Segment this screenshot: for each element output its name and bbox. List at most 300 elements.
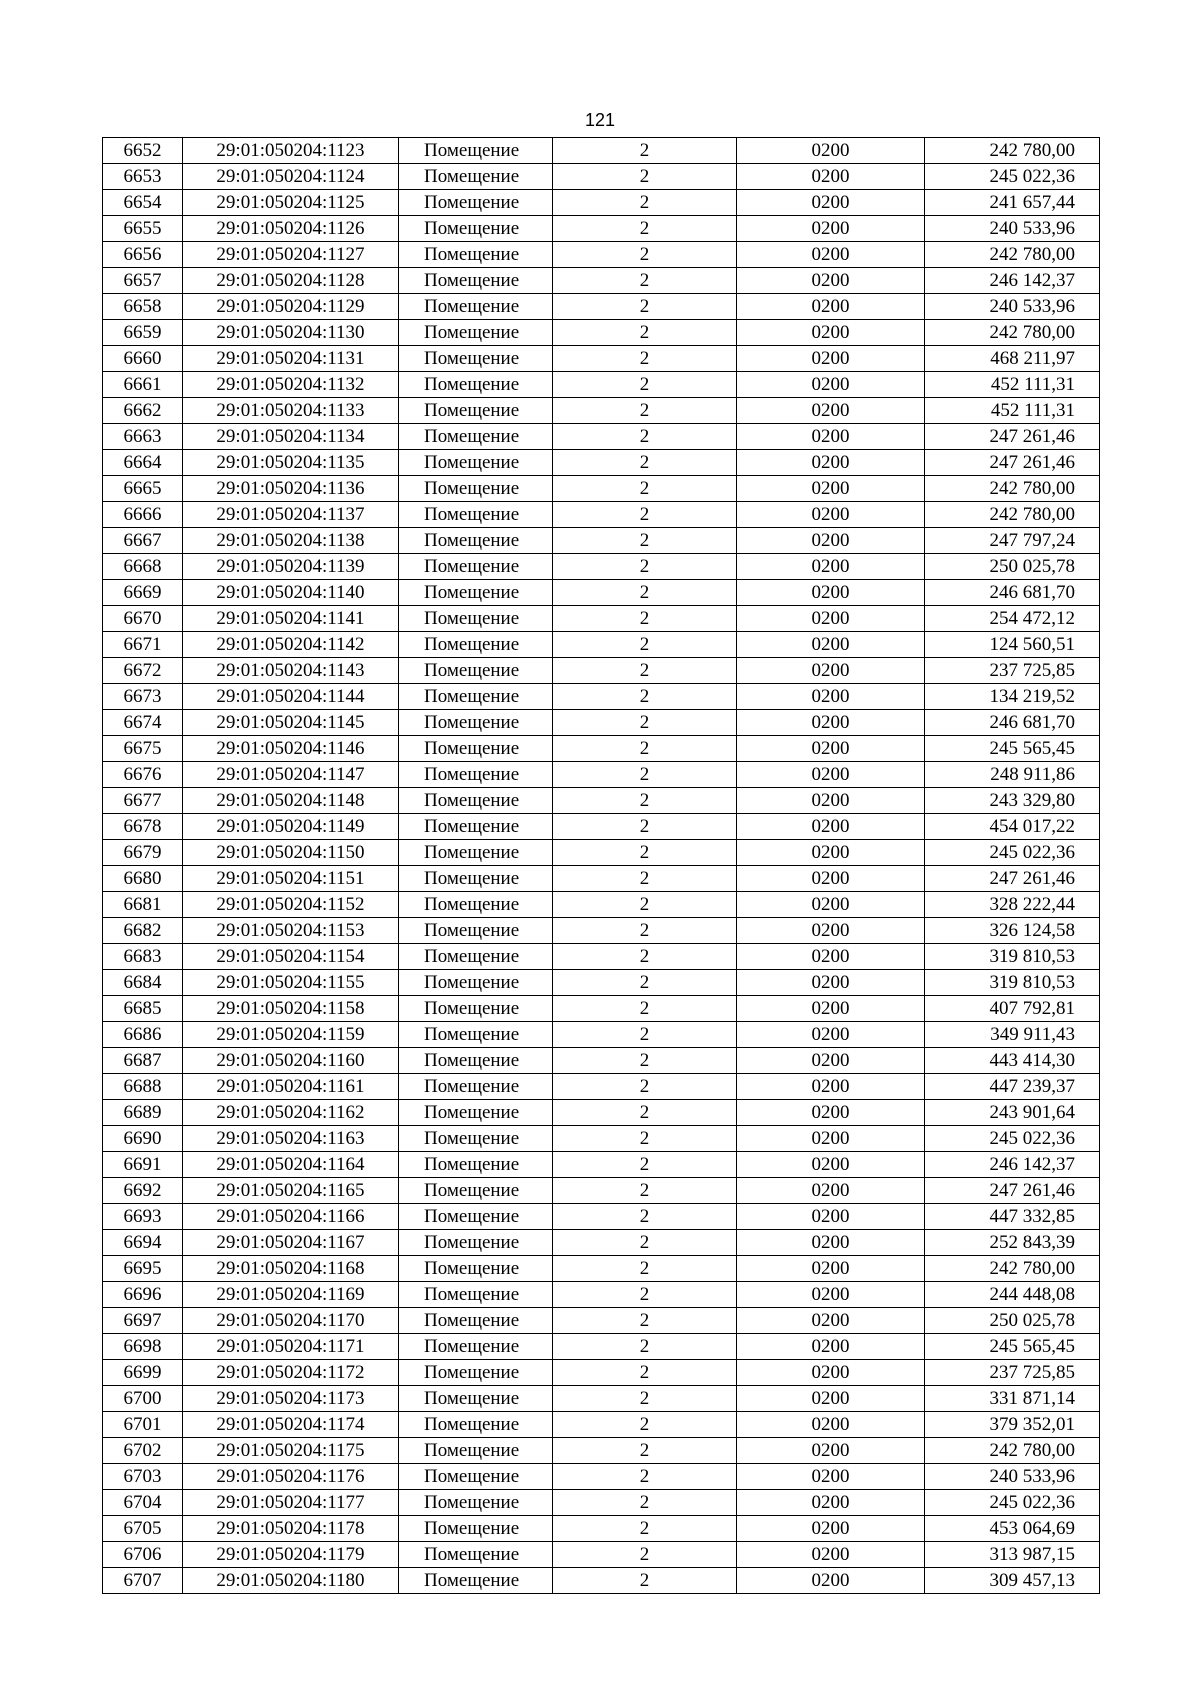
cadastral-value-cell: 242 780,00: [925, 476, 1100, 502]
row-number-cell: 6698: [103, 1334, 183, 1360]
row-number-cell: 6694: [103, 1230, 183, 1256]
cadastral-number-cell: 29:01:050204:1126: [183, 216, 399, 242]
cadastral-number-cell: 29:01:050204:1166: [183, 1204, 399, 1230]
row-number-cell: 6658: [103, 294, 183, 320]
table-row: [103, 1438, 1100, 1464]
group-code-cell: 0200: [737, 970, 925, 996]
cadastral-value-cell: 245 022,36: [925, 840, 1100, 866]
cadastral-value-cell: 240 533,96: [925, 294, 1100, 320]
registry-table-body: [103, 138, 1100, 1594]
code-cell: 2: [553, 528, 737, 554]
table-row: [103, 1282, 1100, 1308]
table-row: [103, 866, 1100, 892]
cadastral-value-cell: 452 111,31: [925, 372, 1100, 398]
cadastral-value-cell: 248 911,86: [925, 762, 1100, 788]
cadastral-number-cell: 29:01:050204:1151: [183, 866, 399, 892]
group-code-cell: 0200: [737, 190, 925, 216]
table-row: [103, 528, 1100, 554]
group-code-cell: 0200: [737, 606, 925, 632]
code-cell: 2: [553, 1438, 737, 1464]
code-cell: 2: [553, 1152, 737, 1178]
object-type-cell: Помещение: [399, 1282, 553, 1308]
row-number-cell: 6668: [103, 554, 183, 580]
code-cell: 2: [553, 1126, 737, 1152]
group-code-cell: 0200: [737, 1230, 925, 1256]
cadastral-value-cell: 447 239,37: [925, 1074, 1100, 1100]
object-type-cell: Помещение: [399, 1438, 553, 1464]
table-row: [103, 190, 1100, 216]
table-row: [103, 1100, 1100, 1126]
cadastral-value-cell: 124 560,51: [925, 632, 1100, 658]
cadastral-number-cell: 29:01:050204:1148: [183, 788, 399, 814]
cadastral-number-cell: 29:01:050204:1129: [183, 294, 399, 320]
cadastral-number-cell: 29:01:050204:1175: [183, 1438, 399, 1464]
cadastral-value-cell: 443 414,30: [925, 1048, 1100, 1074]
cadastral-value-cell: 237 725,85: [925, 658, 1100, 684]
code-cell: 2: [553, 970, 737, 996]
object-type-cell: Помещение: [399, 424, 553, 450]
cadastral-number-cell: 29:01:050204:1171: [183, 1334, 399, 1360]
table-row: [103, 294, 1100, 320]
object-type-cell: Помещение: [399, 1516, 553, 1542]
table-row: [103, 1464, 1100, 1490]
code-cell: 2: [553, 1100, 737, 1126]
row-number-cell: 6666: [103, 502, 183, 528]
table-row: [103, 268, 1100, 294]
group-code-cell: 0200: [737, 1048, 925, 1074]
cadastral-value-cell: 245 022,36: [925, 164, 1100, 190]
cadastral-value-cell: 240 533,96: [925, 1464, 1100, 1490]
code-cell: 2: [553, 606, 737, 632]
code-cell: 2: [553, 398, 737, 424]
code-cell: 2: [553, 1490, 737, 1516]
cadastral-value-cell: 242 780,00: [925, 1256, 1100, 1282]
cadastral-number-cell: 29:01:050204:1150: [183, 840, 399, 866]
cadastral-value-cell: 254 472,12: [925, 606, 1100, 632]
table-row: [103, 1022, 1100, 1048]
row-number-cell: 6665: [103, 476, 183, 502]
table-row: [103, 164, 1100, 190]
row-number-cell: 6681: [103, 892, 183, 918]
table-row: [103, 684, 1100, 710]
cadastral-number-cell: 29:01:050204:1143: [183, 658, 399, 684]
object-type-cell: Помещение: [399, 762, 553, 788]
code-cell: 2: [553, 138, 737, 164]
cadastral-value-cell: 407 792,81: [925, 996, 1100, 1022]
object-type-cell: Помещение: [399, 1048, 553, 1074]
group-code-cell: 0200: [737, 1256, 925, 1282]
cadastral-number-cell: 29:01:050204:1128: [183, 268, 399, 294]
cadastral-number-cell: 29:01:050204:1135: [183, 450, 399, 476]
row-number-cell: 6693: [103, 1204, 183, 1230]
code-cell: 2: [553, 944, 737, 970]
code-cell: 2: [553, 424, 737, 450]
table-row: [103, 242, 1100, 268]
object-type-cell: Помещение: [399, 398, 553, 424]
group-code-cell: 0200: [737, 398, 925, 424]
cadastral-value-cell: 447 332,85: [925, 1204, 1100, 1230]
cadastral-value-cell: 244 448,08: [925, 1282, 1100, 1308]
row-number-cell: 6689: [103, 1100, 183, 1126]
table-row: [103, 1360, 1100, 1386]
group-code-cell: 0200: [737, 372, 925, 398]
group-code-cell: 0200: [737, 1178, 925, 1204]
cadastral-value-cell: 246 681,70: [925, 580, 1100, 606]
code-cell: 2: [553, 632, 737, 658]
table-row: [103, 1334, 1100, 1360]
table-row: [103, 606, 1100, 632]
row-number-cell: 6653: [103, 164, 183, 190]
object-type-cell: Помещение: [399, 710, 553, 736]
cadastral-number-cell: 29:01:050204:1140: [183, 580, 399, 606]
row-number-cell: 6671: [103, 632, 183, 658]
group-code-cell: 0200: [737, 944, 925, 970]
cadastral-value-cell: 309 457,13: [925, 1568, 1100, 1594]
object-type-cell: Помещение: [399, 814, 553, 840]
group-code-cell: 0200: [737, 268, 925, 294]
row-number-cell: 6657: [103, 268, 183, 294]
row-number-cell: 6656: [103, 242, 183, 268]
table-row: [103, 1204, 1100, 1230]
code-cell: 2: [553, 580, 737, 606]
row-number-cell: 6683: [103, 944, 183, 970]
table-row: [103, 1516, 1100, 1542]
object-type-cell: Помещение: [399, 138, 553, 164]
registry-table: [102, 137, 1100, 1594]
table-row: [103, 1178, 1100, 1204]
page-number: 121: [584, 110, 616, 130]
cadastral-number-cell: 29:01:050204:1139: [183, 554, 399, 580]
cadastral-value-cell: 247 261,46: [925, 450, 1100, 476]
cadastral-number-cell: 29:01:050204:1170: [183, 1308, 399, 1334]
cadastral-value-cell: 245 565,45: [925, 736, 1100, 762]
table-row: [103, 1048, 1100, 1074]
object-type-cell: Помещение: [399, 1334, 553, 1360]
group-code-cell: 0200: [737, 710, 925, 736]
group-code-cell: 0200: [737, 554, 925, 580]
object-type-cell: Помещение: [399, 1022, 553, 1048]
group-code-cell: 0200: [737, 1282, 925, 1308]
table-row: [103, 840, 1100, 866]
group-code-cell: 0200: [737, 1568, 925, 1594]
code-cell: 2: [553, 1308, 737, 1334]
table-row: [103, 788, 1100, 814]
cadastral-value-cell: 328 222,44: [925, 892, 1100, 918]
cadastral-number-cell: 29:01:050204:1146: [183, 736, 399, 762]
code-cell: 2: [553, 918, 737, 944]
cadastral-value-cell: 245 022,36: [925, 1126, 1100, 1152]
cadastral-number-cell: 29:01:050204:1132: [183, 372, 399, 398]
cadastral-number-cell: 29:01:050204:1180: [183, 1568, 399, 1594]
cadastral-value-cell: 331 871,14: [925, 1386, 1100, 1412]
code-cell: 2: [553, 450, 737, 476]
table-row: [103, 736, 1100, 762]
row-number-cell: 6675: [103, 736, 183, 762]
cadastral-number-cell: 29:01:050204:1134: [183, 424, 399, 450]
cadastral-value-cell: 237 725,85: [925, 1360, 1100, 1386]
object-type-cell: Помещение: [399, 1412, 553, 1438]
cadastral-number-cell: 29:01:050204:1144: [183, 684, 399, 710]
cadastral-number-cell: 29:01:050204:1172: [183, 1360, 399, 1386]
cadastral-number-cell: 29:01:050204:1161: [183, 1074, 399, 1100]
cadastral-number-cell: 29:01:050204:1178: [183, 1516, 399, 1542]
group-code-cell: 0200: [737, 1412, 925, 1438]
cadastral-number-cell: 29:01:050204:1155: [183, 970, 399, 996]
cadastral-number-cell: 29:01:050204:1169: [183, 1282, 399, 1308]
cadastral-number-cell: 29:01:050204:1149: [183, 814, 399, 840]
table-row: [103, 1074, 1100, 1100]
table-row: [103, 1126, 1100, 1152]
object-type-cell: Помещение: [399, 606, 553, 632]
row-number-cell: 6686: [103, 1022, 183, 1048]
group-code-cell: 0200: [737, 216, 925, 242]
row-number-cell: 6660: [103, 346, 183, 372]
cadastral-number-cell: 29:01:050204:1176: [183, 1464, 399, 1490]
table-row: [103, 320, 1100, 346]
group-code-cell: 0200: [737, 1542, 925, 1568]
cadastral-value-cell: 252 843,39: [925, 1230, 1100, 1256]
table-row: [103, 216, 1100, 242]
code-cell: 2: [553, 476, 737, 502]
object-type-cell: Помещение: [399, 1386, 553, 1412]
cadastral-number-cell: 29:01:050204:1147: [183, 762, 399, 788]
cadastral-number-cell: 29:01:050204:1158: [183, 996, 399, 1022]
row-number-cell: 6678: [103, 814, 183, 840]
object-type-cell: Помещение: [399, 996, 553, 1022]
group-code-cell: 0200: [737, 1334, 925, 1360]
group-code-cell: 0200: [737, 1308, 925, 1334]
cadastral-value-cell: 326 124,58: [925, 918, 1100, 944]
object-type-cell: Помещение: [399, 502, 553, 528]
cadastral-value-cell: 247 797,24: [925, 528, 1100, 554]
table-row: [103, 1386, 1100, 1412]
code-cell: 2: [553, 866, 737, 892]
code-cell: 2: [553, 996, 737, 1022]
cadastral-value-cell: 247 261,46: [925, 424, 1100, 450]
group-code-cell: 0200: [737, 840, 925, 866]
cadastral-number-cell: 29:01:050204:1145: [183, 710, 399, 736]
object-type-cell: Помещение: [399, 580, 553, 606]
row-number-cell: 6696: [103, 1282, 183, 1308]
object-type-cell: Помещение: [399, 1230, 553, 1256]
cadastral-number-cell: 29:01:050204:1130: [183, 320, 399, 346]
cadastral-value-cell: 246 681,70: [925, 710, 1100, 736]
group-code-cell: 0200: [737, 762, 925, 788]
code-cell: 2: [553, 554, 737, 580]
row-number-cell: 6652: [103, 138, 183, 164]
table-row: [103, 424, 1100, 450]
row-number-cell: 6654: [103, 190, 183, 216]
code-cell: 2: [553, 502, 737, 528]
row-number-cell: 6664: [103, 450, 183, 476]
group-code-cell: 0200: [737, 632, 925, 658]
cadastral-number-cell: 29:01:050204:1141: [183, 606, 399, 632]
code-cell: 2: [553, 372, 737, 398]
group-code-cell: 0200: [737, 996, 925, 1022]
group-code-cell: 0200: [737, 1204, 925, 1230]
group-code-cell: 0200: [737, 164, 925, 190]
object-type-cell: Помещение: [399, 1074, 553, 1100]
code-cell: 2: [553, 1204, 737, 1230]
group-code-cell: 0200: [737, 1074, 925, 1100]
code-cell: 2: [553, 268, 737, 294]
table-row: [103, 814, 1100, 840]
group-code-cell: 0200: [737, 294, 925, 320]
group-code-cell: 0200: [737, 476, 925, 502]
group-code-cell: 0200: [737, 1464, 925, 1490]
cadastral-number-cell: 29:01:050204:1154: [183, 944, 399, 970]
object-type-cell: Помещение: [399, 840, 553, 866]
object-type-cell: Помещение: [399, 294, 553, 320]
cadastral-number-cell: 29:01:050204:1125: [183, 190, 399, 216]
table-row: [103, 944, 1100, 970]
code-cell: 2: [553, 1386, 737, 1412]
group-code-cell: 0200: [737, 502, 925, 528]
cadastral-value-cell: 247 261,46: [925, 1178, 1100, 1204]
table-row: [103, 1256, 1100, 1282]
group-code-cell: 0200: [737, 892, 925, 918]
object-type-cell: Помещение: [399, 1100, 553, 1126]
code-cell: 2: [553, 1178, 737, 1204]
object-type-cell: Помещение: [399, 788, 553, 814]
object-type-cell: Помещение: [399, 1126, 553, 1152]
row-number-cell: 6700: [103, 1386, 183, 1412]
object-type-cell: Помещение: [399, 1256, 553, 1282]
cadastral-value-cell: 245 565,45: [925, 1334, 1100, 1360]
row-number-cell: 6661: [103, 372, 183, 398]
group-code-cell: 0200: [737, 736, 925, 762]
cadastral-value-cell: 247 261,46: [925, 866, 1100, 892]
cadastral-value-cell: 242 780,00: [925, 242, 1100, 268]
row-number-cell: 6679: [103, 840, 183, 866]
group-code-cell: 0200: [737, 1490, 925, 1516]
row-number-cell: 6702: [103, 1438, 183, 1464]
table-row: [103, 138, 1100, 164]
code-cell: 2: [553, 164, 737, 190]
code-cell: 2: [553, 1360, 737, 1386]
row-number-cell: 6677: [103, 788, 183, 814]
cadastral-number-cell: 29:01:050204:1167: [183, 1230, 399, 1256]
group-code-cell: 0200: [737, 528, 925, 554]
row-number-cell: 6695: [103, 1256, 183, 1282]
cadastral-number-cell: 29:01:050204:1142: [183, 632, 399, 658]
cadastral-number-cell: 29:01:050204:1174: [183, 1412, 399, 1438]
cadastral-number-cell: 29:01:050204:1162: [183, 1100, 399, 1126]
code-cell: 2: [553, 294, 737, 320]
cadastral-value-cell: 319 810,53: [925, 944, 1100, 970]
group-code-cell: 0200: [737, 1438, 925, 1464]
object-type-cell: Помещение: [399, 944, 553, 970]
row-number-cell: 6704: [103, 1490, 183, 1516]
object-type-cell: Помещение: [399, 1542, 553, 1568]
table-row: [103, 476, 1100, 502]
group-code-cell: 0200: [737, 788, 925, 814]
cadastral-number-cell: 29:01:050204:1123: [183, 138, 399, 164]
table-row: [103, 1542, 1100, 1568]
object-type-cell: Помещение: [399, 736, 553, 762]
row-number-cell: 6685: [103, 996, 183, 1022]
object-type-cell: Помещение: [399, 1464, 553, 1490]
cadastral-number-cell: 29:01:050204:1124: [183, 164, 399, 190]
cadastral-value-cell: 250 025,78: [925, 554, 1100, 580]
row-number-cell: 6707: [103, 1568, 183, 1594]
cadastral-value-cell: 242 780,00: [925, 320, 1100, 346]
code-cell: 2: [553, 346, 737, 372]
table-row: [103, 918, 1100, 944]
object-type-cell: Помещение: [399, 216, 553, 242]
object-type-cell: Помещение: [399, 476, 553, 502]
row-number-cell: 6705: [103, 1516, 183, 1542]
table-row: [103, 710, 1100, 736]
cadastral-number-cell: 29:01:050204:1177: [183, 1490, 399, 1516]
group-code-cell: 0200: [737, 1100, 925, 1126]
code-cell: 2: [553, 684, 737, 710]
cadastral-value-cell: 242 780,00: [925, 138, 1100, 164]
object-type-cell: Помещение: [399, 866, 553, 892]
cadastral-number-cell: 29:01:050204:1160: [183, 1048, 399, 1074]
cadastral-number-cell: 29:01:050204:1137: [183, 502, 399, 528]
code-cell: 2: [553, 1516, 737, 1542]
row-number-cell: 6680: [103, 866, 183, 892]
code-cell: 2: [553, 216, 737, 242]
row-number-cell: 6676: [103, 762, 183, 788]
row-number-cell: 6699: [103, 1360, 183, 1386]
object-type-cell: Помещение: [399, 242, 553, 268]
group-code-cell: 0200: [737, 1126, 925, 1152]
code-cell: 2: [553, 1464, 737, 1490]
code-cell: 2: [553, 1412, 737, 1438]
cadastral-value-cell: 454 017,22: [925, 814, 1100, 840]
group-code-cell: 0200: [737, 918, 925, 944]
group-code-cell: 0200: [737, 658, 925, 684]
group-code-cell: 0200: [737, 242, 925, 268]
object-type-cell: Помещение: [399, 164, 553, 190]
object-type-cell: Помещение: [399, 918, 553, 944]
object-type-cell: Помещение: [399, 1152, 553, 1178]
code-cell: 2: [553, 1256, 737, 1282]
row-number-cell: 6691: [103, 1152, 183, 1178]
code-cell: 2: [553, 1074, 737, 1100]
cadastral-value-cell: 246 142,37: [925, 268, 1100, 294]
object-type-cell: Помещение: [399, 684, 553, 710]
group-code-cell: 0200: [737, 1152, 925, 1178]
code-cell: 2: [553, 1568, 737, 1594]
row-number-cell: 6703: [103, 1464, 183, 1490]
row-number-cell: 6669: [103, 580, 183, 606]
cadastral-number-cell: 29:01:050204:1179: [183, 1542, 399, 1568]
cadastral-value-cell: 243 901,64: [925, 1100, 1100, 1126]
table-row: [103, 554, 1100, 580]
code-cell: 2: [553, 840, 737, 866]
cadastral-number-cell: 29:01:050204:1163: [183, 1126, 399, 1152]
object-type-cell: Помещение: [399, 970, 553, 996]
table-row: [103, 398, 1100, 424]
cadastral-value-cell: 453 064,69: [925, 1516, 1100, 1542]
code-cell: 2: [553, 1048, 737, 1074]
row-number-cell: 6662: [103, 398, 183, 424]
table-row: [103, 892, 1100, 918]
cadastral-value-cell: 313 987,15: [925, 1542, 1100, 1568]
row-number-cell: 6690: [103, 1126, 183, 1152]
object-type-cell: Помещение: [399, 1568, 553, 1594]
row-number-cell: 6706: [103, 1542, 183, 1568]
table-row: [103, 1568, 1100, 1594]
group-code-cell: 0200: [737, 1516, 925, 1542]
row-number-cell: 6673: [103, 684, 183, 710]
cadastral-value-cell: 250 025,78: [925, 1308, 1100, 1334]
cadastral-number-cell: 29:01:050204:1168: [183, 1256, 399, 1282]
object-type-cell: Помещение: [399, 268, 553, 294]
